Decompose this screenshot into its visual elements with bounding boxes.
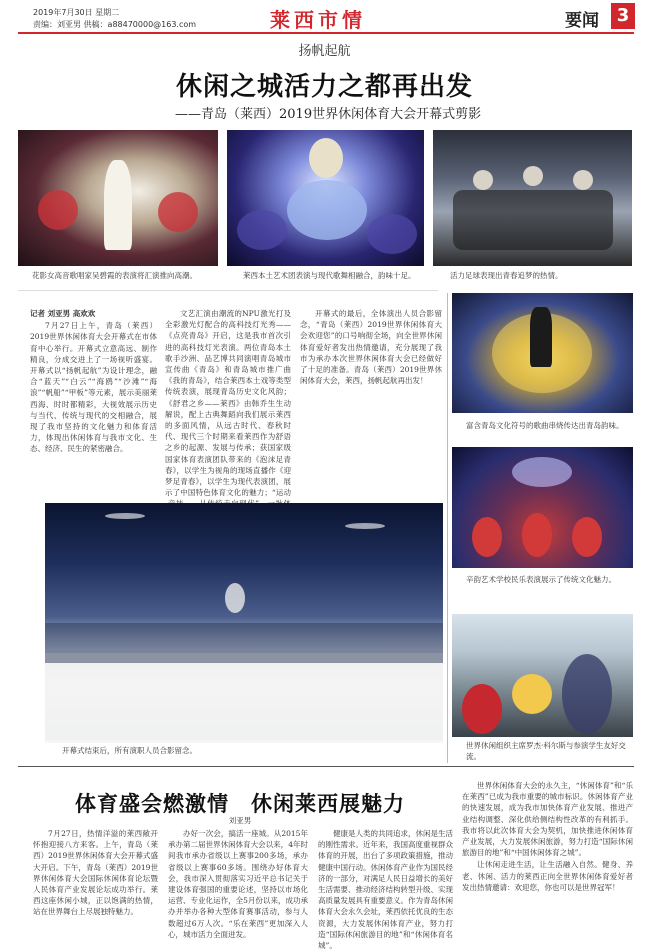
second-paragraph-4: 世界休闲体育大会的永久主，“休闲体育”和“乐在莱西”已成为我市重要的城市标识。休闲体育产业的快速发展，成为我市加快体育产业发展、推进产业结构调整、深化供给侧结构性改革的有利抓手。我市将以此次体育大会为契机，加快推进休闲体育产业发展，大力发展休闲旅游，努力打造“国际休闲旅游目的地”和“中国休闲体育之城”。 xyxy=(462,781,633,858)
caption-photo-6: 世界休闲组织主席罗杰·科尔斯与参演学生友好交流。 xyxy=(466,741,626,761)
page-number: 3 xyxy=(611,3,635,29)
photo-soprano-performance xyxy=(18,130,218,266)
caption-photo-5: 辛韵艺术学校民乐表演展示了传统文化魅力。 xyxy=(466,575,616,584)
caption-photo-1: 花影女高音歌唱家吴碧霞的表演将汇演推向高潮。 xyxy=(32,271,197,280)
story-divider xyxy=(18,766,634,767)
caption-photo-2: 莱西本土艺术团表演与现代歌舞相融合，韵味十足。 xyxy=(243,271,416,280)
caption-photo-3: 活力足球表现出青春追梦的热情。 xyxy=(450,271,563,280)
second-paragraph-3: 健康是人类的共同追求，休闲是生活的刚性需求。近年来，我国高度重视群众体育的开展，出台了多项政策措施，推动健康中国行动。休闲体育产业作为国民经济的一部分，对满足人民日益增长的美好生活需要、推动经济结构转型升级、实现高质量发展具有重要意义。作为青岛休闲体育大会永久会址，莱西依托优良的生态资源，大力发展休闲体育产业，努力打造“国际休闲旅游目的地”和“休闲体育名城”。 xyxy=(318,829,453,951)
second-column-2 xyxy=(168,828,308,940)
lead-paragraph-3: 开幕式的最后，全体演出人员合影留念，“青岛（莱西）2019世界休闲体育大会欢迎您”的口号响彻全场，向全世界休闲体育爱好者发出热情邀请，充分展现了我市为承办本次世界休闲体育大会已经做好了十足的准备。青岛（莱西）2019世界休闲体育大会，莱西，扬帆起航再出发！ xyxy=(300,309,442,386)
photo-chairman-students xyxy=(452,614,633,737)
section-title: 要闻 xyxy=(565,11,599,31)
divider xyxy=(18,290,438,291)
second-headline: 体育盛会燃激情 休闲莱西展魅力 xyxy=(75,792,405,816)
lead-headline: 休闲之城活力之都再出发 xyxy=(175,72,473,102)
second-column-3 xyxy=(318,828,453,951)
lead-column-1 xyxy=(30,308,157,503)
column-divider xyxy=(447,293,448,763)
caption-photo-main: 开幕式结束后，所有演职人员合影留念。 xyxy=(62,746,197,755)
second-paragraph-2: 办好一次会，搞活一座城。从2015年承办第二届世界休闲体育大会以来，4年时间我市承办省级以上赛事200多场，承办省级以上赛事60多场。围绕办好体育大会，我市深入贯彻落实习近平总书记关于建设体育强国的重要论述，坚持以市场化运营、专业化运作，全5月份以来，成功承办并举办各种大型体育赛事活动，参与人数超过6万人次。“乐在莱西”更加深入人心，城市活力全面迸发。 xyxy=(168,829,308,939)
second-paragraph-5: 让休闲走进生活，让生活融入自然。健身、养老、休闲、活力的莱西正向全世界休闲体育爱好者发出热情邀请：欢迎您，你也可以是世界冠军！ xyxy=(462,860,633,892)
masthead xyxy=(0,0,649,38)
lead-byline: 记者 刘亚男 高欢欢 xyxy=(30,309,96,318)
lead-paragraph-1: 7月27日上午，青岛（莱西）2019世界休闲体育大会开幕式在市体育中心举行。开幕式立意高远、制作精良，分成交进上了一场视听盛宴。开幕式以“扬帆起航”为设计理念，融合“蓝天”“白云”“海鸥”“沙滩”“海浪”“帆船”“甲板”等元素，展示美丽莱西海、时时都精彩，大视效展示历史与当代、传统与现代的交相融合，展现了我市坚持的文化魅力和体育活力，体现出休闲体育与我市文化、生态、经济、民生的紧密融合。 xyxy=(30,321,157,454)
second-column-4 xyxy=(462,780,633,940)
second-paragraph-1: 7月27日，热情洋溢的莱西敞开怀抱迎接八方来客。上午，青岛（莱西）2019世界休闲体育大会开幕式盛大开启。下午，青岛（莱西）2019世界休闲体育大会国际休闲体育论坛暨人民体育产业发展论坛成功举行。莱西这座休闲小城，正以饱满的热情，站在世界舞台上尽展独特魅力。 xyxy=(33,829,158,917)
kicker: 扬帆起航 xyxy=(298,44,351,59)
second-column-1 xyxy=(33,828,158,940)
lead-paragraph-2: 文艺汇演由潮流的NPU激光打及全彩激光灯配合的高科技灯光秀——《点亮青岛》开启，这是我市首次引进的高科技灯光表演。两位青岛本土歌手沙洲、品艺博共同演唱青岛城市宣传曲《青岛》和青岛城市推广曲《我的青岛》，结合莱西本土戏等类型传统表演，展现青岛历史文化风韵；《舒君之乡——莱西》由韩乔生生动解说，配上古典舞蹈向我们展示莱西的多面风情，从远古时代、春秋时代、现代三个时期来看莱西作为舒语之乡的起源、发展与传承；获国家级国家体育表演团队带来的《泡沫足青春》，以学生为视角的现场直播作《迎梦足青春》，以学生为现代表演团，展示了中国特色体育文化的魅力；“运动 xyxy=(165,309,291,498)
second-byline: 刘亚男 xyxy=(228,816,252,825)
photo-song-medley xyxy=(452,293,633,413)
photo-folk-dance xyxy=(227,130,424,266)
photo-folk-music xyxy=(452,447,633,568)
lead-subhead: ——青岛（莱西）2019世界休闲体育大会开幕式剪影 xyxy=(175,107,482,122)
lead-column-3 xyxy=(300,308,442,503)
photo-group-finale xyxy=(45,503,443,740)
issue-date: 2019年7月30日 星期二 xyxy=(33,8,120,17)
masthead-rule xyxy=(18,32,634,34)
caption-photo-4: 富含青岛文化符号的歌曲串烧传达出青岛韵味。 xyxy=(466,421,624,430)
lead-column-2 xyxy=(165,308,291,503)
editor-credit: 责编：刘亚男 供稿：a88470000@163.com xyxy=(33,20,197,29)
photo-youth-football xyxy=(433,130,632,266)
newspaper-logo: 莱西市情 xyxy=(270,8,366,32)
